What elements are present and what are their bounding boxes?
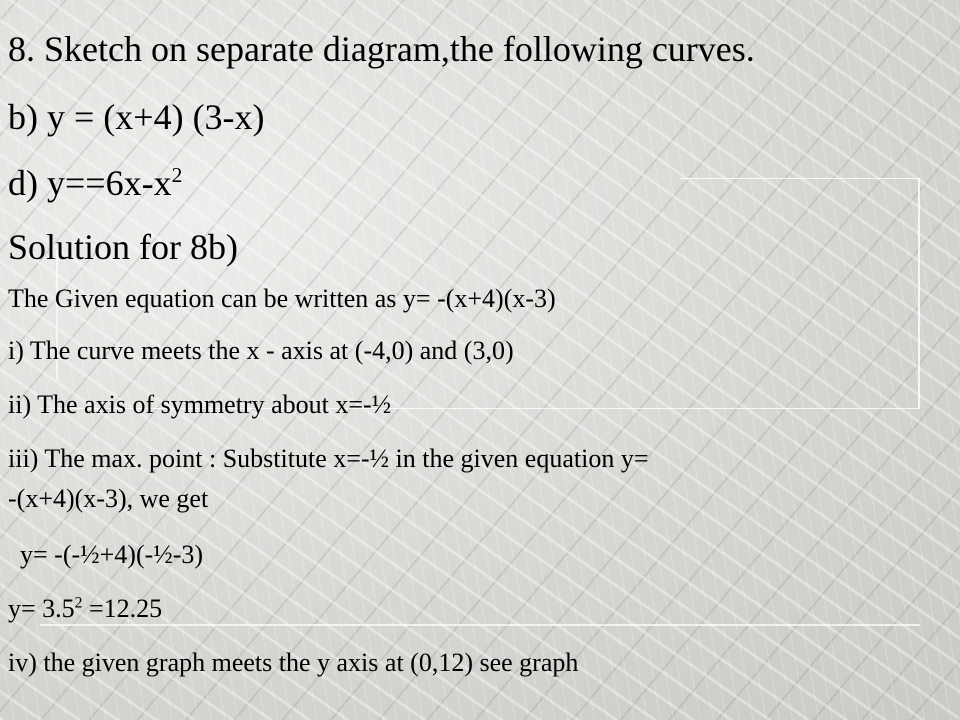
exponent: 2 xyxy=(171,163,183,187)
question-part-d xyxy=(8,162,182,204)
question-part-b: b) y = (x+4) (3-x) xyxy=(8,97,265,137)
solution-line-equation: The Given equation can be written as y= -(x+4)(x-3) xyxy=(8,284,556,313)
solution-line-y-intercept: iv) the given graph meets the y axis at (0,12) see graph xyxy=(8,648,579,677)
solution-line-max-point: iii) The max. point : Substitute x=-½ in the given equation y= xyxy=(8,444,649,473)
question-part-d-base: d) y==6x-x xyxy=(8,163,172,203)
solution-line-substitution: y= -(-½+4)(-½-3) xyxy=(20,540,204,569)
solution-line-x-intercepts: i) The curve meets the x - axis at (-4,0) and (3,0) xyxy=(8,336,514,365)
result-base: y= 3.5 xyxy=(8,594,75,623)
question-heading: 8. Sketch on separate diagram,the following curves. xyxy=(8,29,755,69)
exponent: 2 xyxy=(74,594,83,612)
result-value: =12.25 xyxy=(82,594,163,623)
solution-line-symmetry: ii) The axis of symmetry about x=-½ xyxy=(8,390,392,419)
solution-line-result xyxy=(8,594,162,624)
solution-line-max-point-cont: -(x+4)(x-3), we get xyxy=(8,484,209,513)
solution-heading: Solution for 8b) xyxy=(8,227,238,267)
slide-content xyxy=(8,0,952,720)
